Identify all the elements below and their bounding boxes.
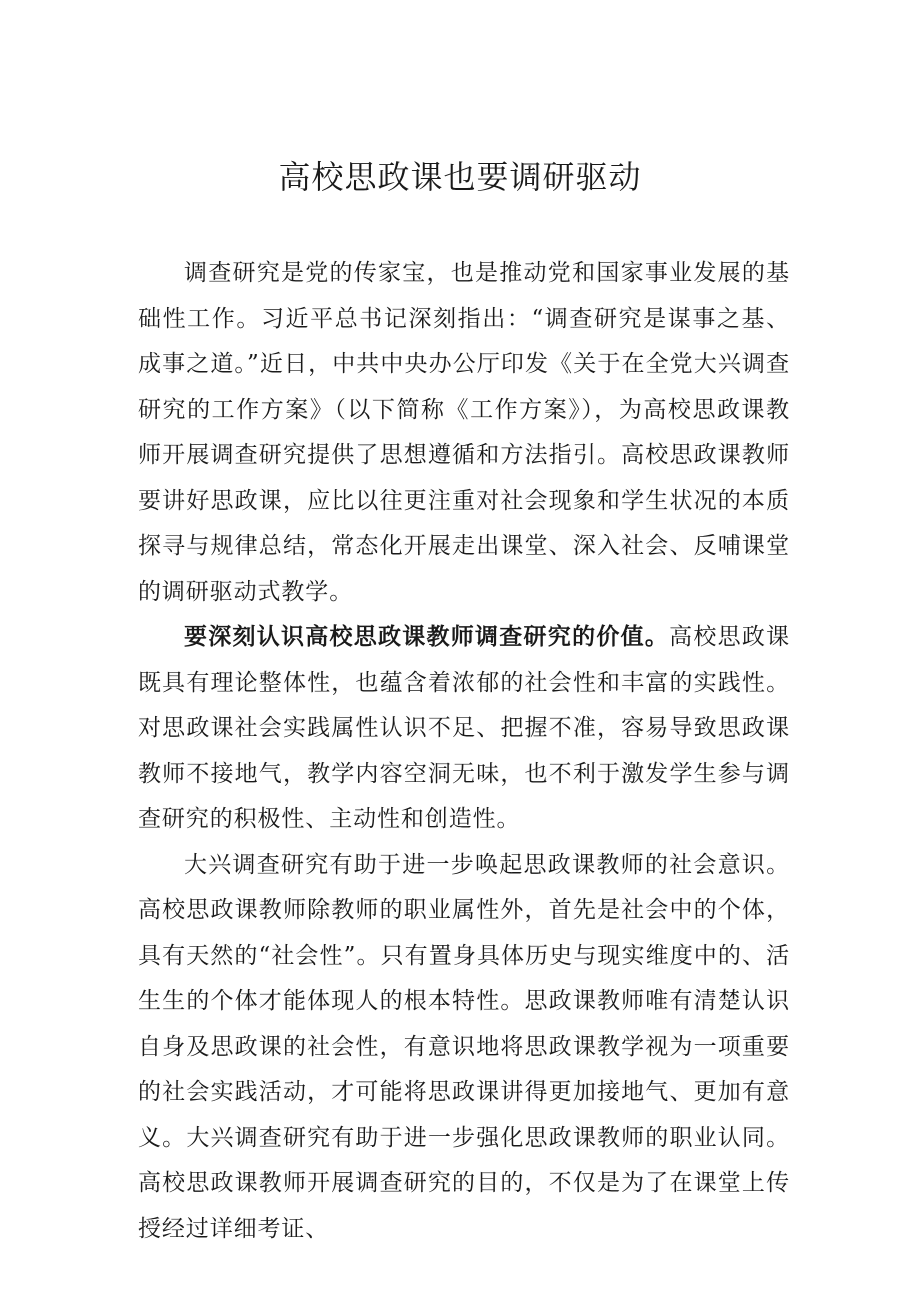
document-title: 高校思政课也要调研驱动 (278, 158, 642, 196)
document-body (138, 251, 790, 1252)
paragraph-2 (138, 615, 790, 843)
paragraph-1 (138, 251, 790, 615)
paragraph-3-text: 大兴调查研究有助于进一步唤起思政课教师的社会意识。高校思政课教师除教师的职业属性外，首先是社会中的个体，具有天然的“社会性”。只有置身具体历史与现实维度中的、活生生的个体才能体现人的根本特性。思政课教师唯有清楚认识自身及思政课的社会性，有意识地将思政课教学视为一项重要的社会实践活动，才可能将思政课讲得更加接地气、更加有意义。大兴调查研究有助于进一步强化思政课教师的职业认同。高校思政课教师开展调查研究的目的，不仅是为了在课堂上传授经过详细考证、 (138, 851, 790, 1242)
paragraph-3 (138, 843, 790, 1253)
paragraph-2-text: 高校思政课既具有理论整体性，也蕴含着浓郁的社会性和丰富的实践性。对思政课社会实践属性认识不足、把握不准，容易导致思政课教师不接地气，教学内容空洞无味，也不利于激发学生参与调查研究的积极性、主动性和创造性。 (138, 624, 791, 832)
paragraph-1-text: 调查研究是党的传家宝，也是推动党和国家事业发展的基础性工作。习近平总书记深刻指出：“调查研究是谋事之基、成事之道。”近日，中共中央办公厅印发《关于在全党大兴调查研究的工作方案》（以下简称《工作方案》），为高校思政课教师开展调查研究提供了思想遵循和方法指引。高校思政课教师要讲好思政课，应比以往更注重对社会现象和学生状况的本质探寻与规律总结，常态化开展走出课堂、深入社会、反哺课堂的调研驱动式教学。 (138, 260, 790, 605)
paragraph-2-lead: 要深刻认识高校思政课教师调查研究的价值。 (184, 624, 670, 650)
